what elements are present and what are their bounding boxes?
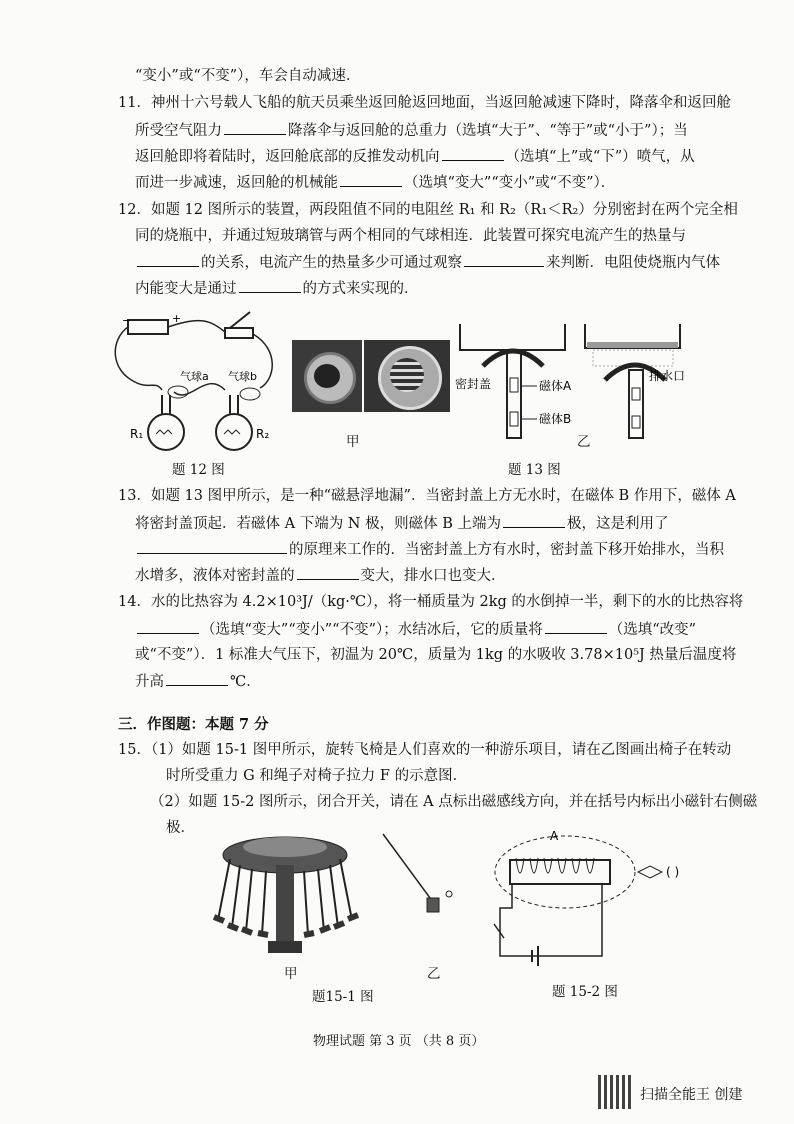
q10-tail: “变小”或“不变”），车会自动减速．	[135, 68, 361, 84]
balloon-b-label: 气球b	[228, 370, 257, 383]
q15-line4: 极．	[166, 820, 195, 836]
answer-blank[interactable]	[442, 146, 504, 161]
swing-ride-figure	[210, 825, 360, 960]
q14-line4: 升高 ℃．	[135, 671, 261, 692]
answer-blank[interactable]	[503, 513, 565, 528]
answer-blank[interactable]	[137, 539, 287, 554]
q12-line2: 同的烧瓶中，并通过短玻璃管与两个相同的气球相连．此装置可探究电流产生的热量与	[135, 228, 686, 244]
r1-label: R₁	[130, 427, 144, 441]
answer-blank[interactable]	[137, 252, 199, 267]
q14-line2: （选填“变大”“变小”“不变”）；水结冰后，它的质量将 （选填“改变”	[135, 619, 696, 640]
figure-15-2-caption: 题 15-2 图	[552, 984, 618, 1000]
floor-drain-photo-left	[292, 340, 362, 412]
figure-12-circuit	[110, 310, 290, 460]
q11-line4: 而进一步减速，返回舱的机械能 （选填“变大”“变小”或“不变”）．	[135, 172, 615, 193]
drain-outlet-label: 排水口	[649, 369, 685, 383]
q15-line2: 时所受重力 G 和绳子对椅子拉力 F 的示意图．	[166, 768, 468, 784]
q12-line4: 内能变大是通过 的方式来实现的．	[135, 278, 419, 299]
figure-15-1-caption: 题15-1 图	[312, 989, 374, 1005]
qr-code-icon	[598, 1075, 632, 1109]
answer-blank[interactable]	[340, 172, 402, 187]
answer-blank[interactable]	[297, 565, 359, 580]
figure-13-label-jia: 甲	[346, 434, 360, 450]
q11-line2: 所受空气阻力 降落伞与返回舱的总重力（选填“大于”、“等于”或“小于”）；当	[135, 120, 688, 141]
magnet-a-label: 磁体A	[539, 379, 572, 393]
q14-line3: 或“不变”）．1 标准大气压下，初温为 20℃，质量为 1kg 的水吸收 3.78×10⁵J 热量后温度将	[135, 647, 737, 663]
balloon-a-label: 气球a	[180, 370, 209, 383]
answer-blank[interactable]	[137, 619, 199, 634]
q13-line4: 水增多，液体对密封盖的 变大，排水口也变大．	[135, 565, 506, 586]
compass-pole-blank[interactable]: ( )	[666, 865, 680, 879]
figure-13-diagram	[455, 322, 685, 442]
floor-drain-photo-right	[364, 340, 450, 412]
q14-line1: 14．水的比热容为 4.2×10³J/（kg·℃），将一桶质量为 2kg 的水倒掉一半，剩下的水的比热容将	[118, 594, 744, 610]
figure-13-caption: 题 13 图	[508, 462, 561, 478]
magnet-b-label: 磁体B	[539, 412, 572, 426]
single-chair-figure	[375, 830, 465, 920]
q12-line1: 12．如题 12 图所示的装置，两段阻值不同的电阻丝 R₁ 和 R₂（R₁＜R₂）分别密封在两个完全相	[118, 202, 738, 218]
q11-line3: 返回舱即将着陆时，返回舱底部的反推发动机向 （选填“上”或“下”）喷气，从	[135, 146, 695, 167]
r2-label: R₂	[256, 427, 270, 441]
seal-cover-label: 密封盖	[455, 377, 492, 391]
q15-line3: （2）如题 15-2 图所示，闭合开关，请在 A 点标出磁感线方向，并在括号内标出小磁针右侧磁	[150, 794, 758, 810]
figure-13-label-yi: 乙	[577, 434, 591, 450]
figure-15-1-label-yi: 乙	[427, 966, 441, 982]
answer-blank[interactable]	[224, 120, 286, 135]
q13-line1: 13．如题 13 图甲所示，是一种“磁悬浮地漏”．当密封盖上方无水时，在磁体 B 作用下，磁体 A	[118, 488, 736, 504]
q13-line3: 的原理来工作的．当密封盖上方有水时，密封盖下移开始排水，当积	[135, 539, 724, 560]
figure-12-caption: 题 12 图	[172, 462, 225, 478]
svg-text:+: +	[172, 312, 182, 325]
section-3-heading: 三．作图题：本题 7 分	[118, 716, 269, 733]
q12-line3: 的关系，电流产生的热量多少可通过观察 来判断．电阻使烧瓶内气体	[135, 252, 720, 273]
page-footer: 物理试题 第 3 页 （共 8 页）	[313, 1034, 485, 1049]
svg-text:−: −	[122, 314, 132, 327]
q13-line2: 将密封盖顶起．若磁体 A 下端为 N 极，则磁体 B 上端为 极，这是利用了	[135, 513, 668, 534]
answer-blank[interactable]	[166, 671, 228, 686]
answer-blank[interactable]	[545, 619, 607, 634]
scanner-watermark: 扫描全能王 创建	[640, 1087, 743, 1103]
q15-line1: 15．（1）如题 15-1 图甲所示，旋转飞椅是人们喜欢的一种游乐项目，请在乙图画出椅子在转动	[118, 742, 732, 758]
point-a-label: A	[550, 829, 559, 843]
answer-blank[interactable]	[464, 252, 544, 267]
answer-blank[interactable]	[239, 278, 301, 293]
solenoid-figure	[490, 828, 700, 968]
q11-line1: 11．神州十六号载人飞船的航天员乘坐返回舱返回地面，当返回舱减速下降时，降落伞和返回舱	[118, 95, 731, 111]
figure-15-1-label-jia: 甲	[284, 966, 298, 982]
